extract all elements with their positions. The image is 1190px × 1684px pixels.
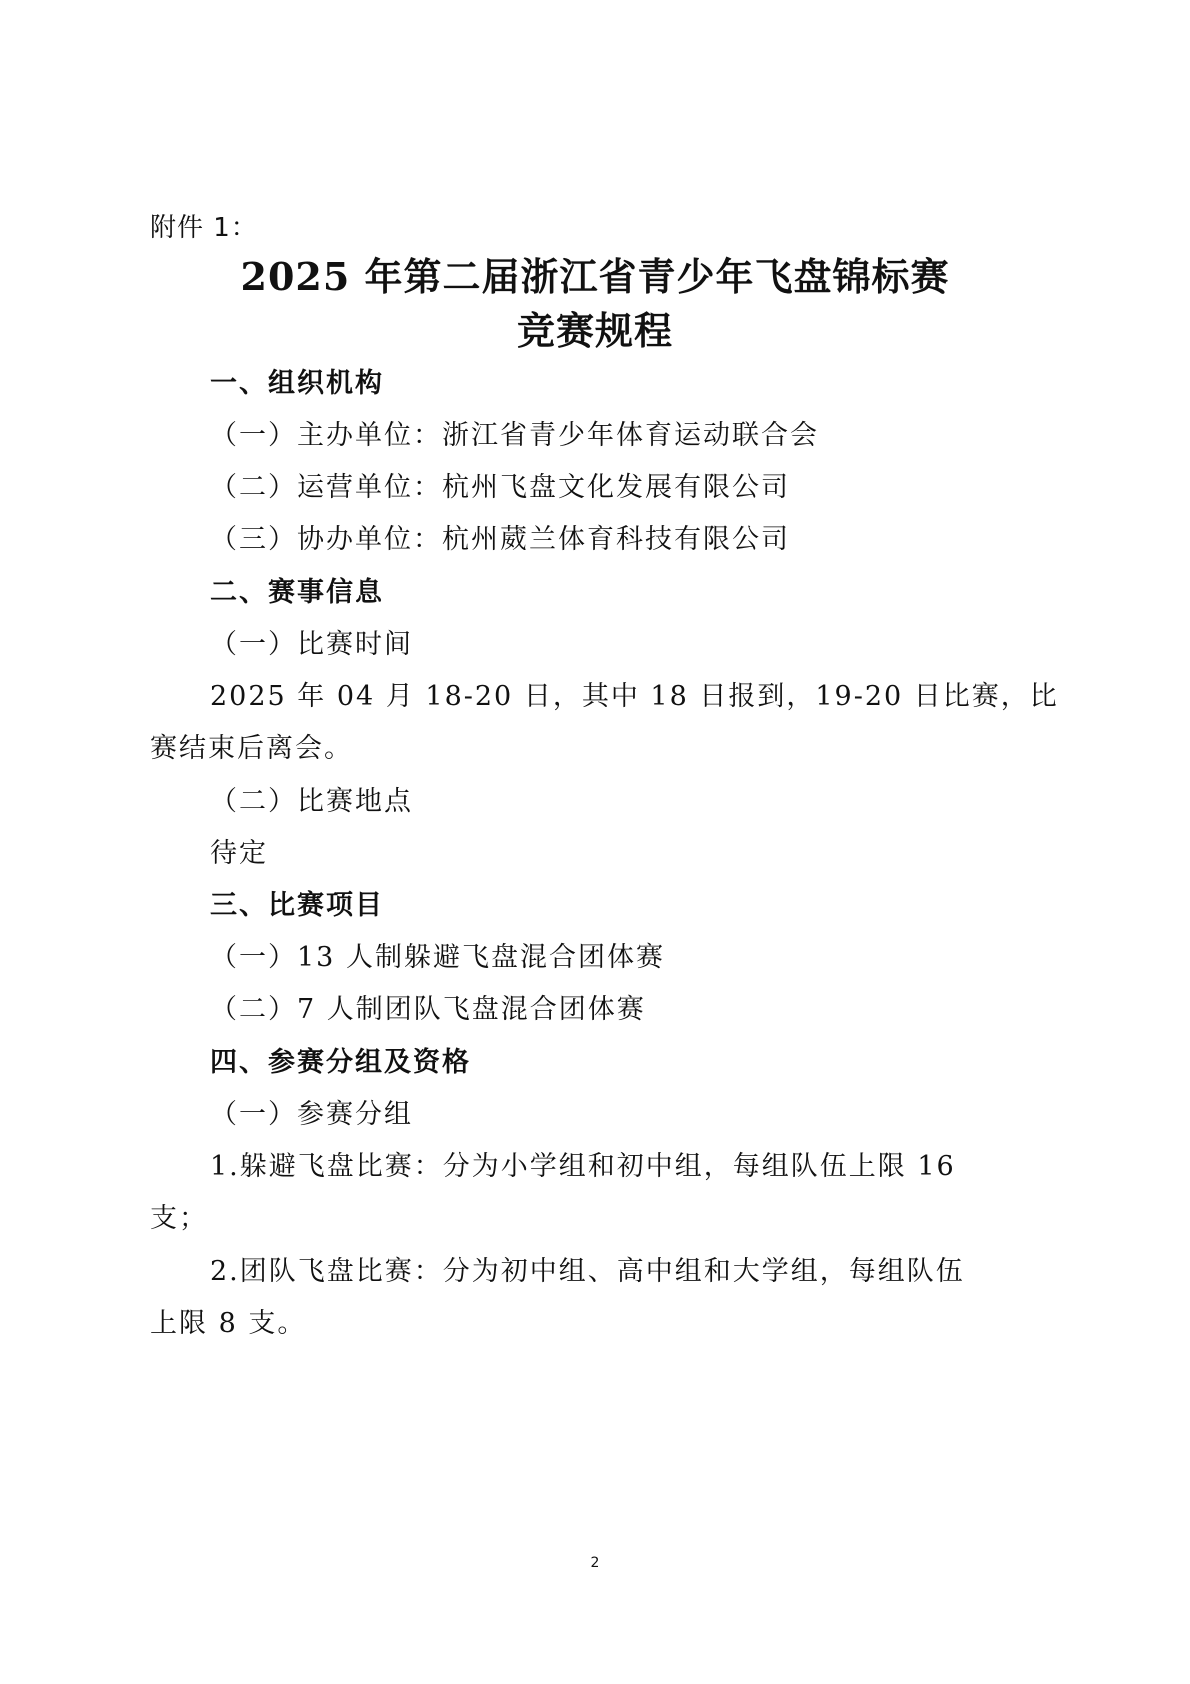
info-time-text-cont: 赛结束后离会。	[150, 733, 353, 764]
info-venue-text: 待定	[210, 838, 268, 869]
org-host: （一）主办单位：浙江省青少年体育运动联合会	[210, 420, 819, 451]
document-title-line2: 竞赛规程	[516, 308, 673, 353]
org-co-organizer: （三）协办单位：杭州葳兰体育科技有限公司	[210, 524, 790, 555]
groups-rule-1-cont: 支；	[150, 1203, 208, 1234]
page-number: 2	[590, 1555, 600, 1571]
groups-rule-1: 1.躲避飞盘比赛：分为小学组和初中组，每组队伍上限 16	[210, 1151, 956, 1182]
info-time-heading: （一）比赛时间	[210, 629, 413, 660]
section-heading-groups: 四、参赛分组及资格	[210, 1047, 471, 1078]
info-time-text: 2025 年 04 月 18-20 日，其中 18 日报到，19-20 日比赛，比	[210, 681, 1059, 712]
groups-rule-2: 2.团队飞盘比赛：分为初中组、高中组和大学组，每组队伍	[210, 1256, 965, 1287]
groups-sub-heading: （一）参赛分组	[210, 1099, 413, 1130]
section-heading-org: 一、组织机构	[210, 368, 384, 399]
info-venue-heading: （二）比赛地点	[210, 786, 413, 817]
org-operator: （二）运营单位：杭州飞盘文化发展有限公司	[210, 472, 790, 503]
events-item-2: （二）7 人制团队飞盘混合团体赛	[210, 994, 646, 1025]
section-heading-events: 三、比赛项目	[210, 890, 384, 921]
events-item-1: （一）13 人制躲避飞盘混合团体赛	[210, 942, 665, 973]
attachment-label: 附件 1：	[150, 213, 258, 243]
document-title-line1: 2025 年第二届浙江省青少年飞盘锦标赛	[240, 254, 950, 299]
groups-rule-2-cont: 上限 8 支。	[150, 1308, 307, 1339]
section-heading-info: 二、赛事信息	[210, 577, 384, 608]
